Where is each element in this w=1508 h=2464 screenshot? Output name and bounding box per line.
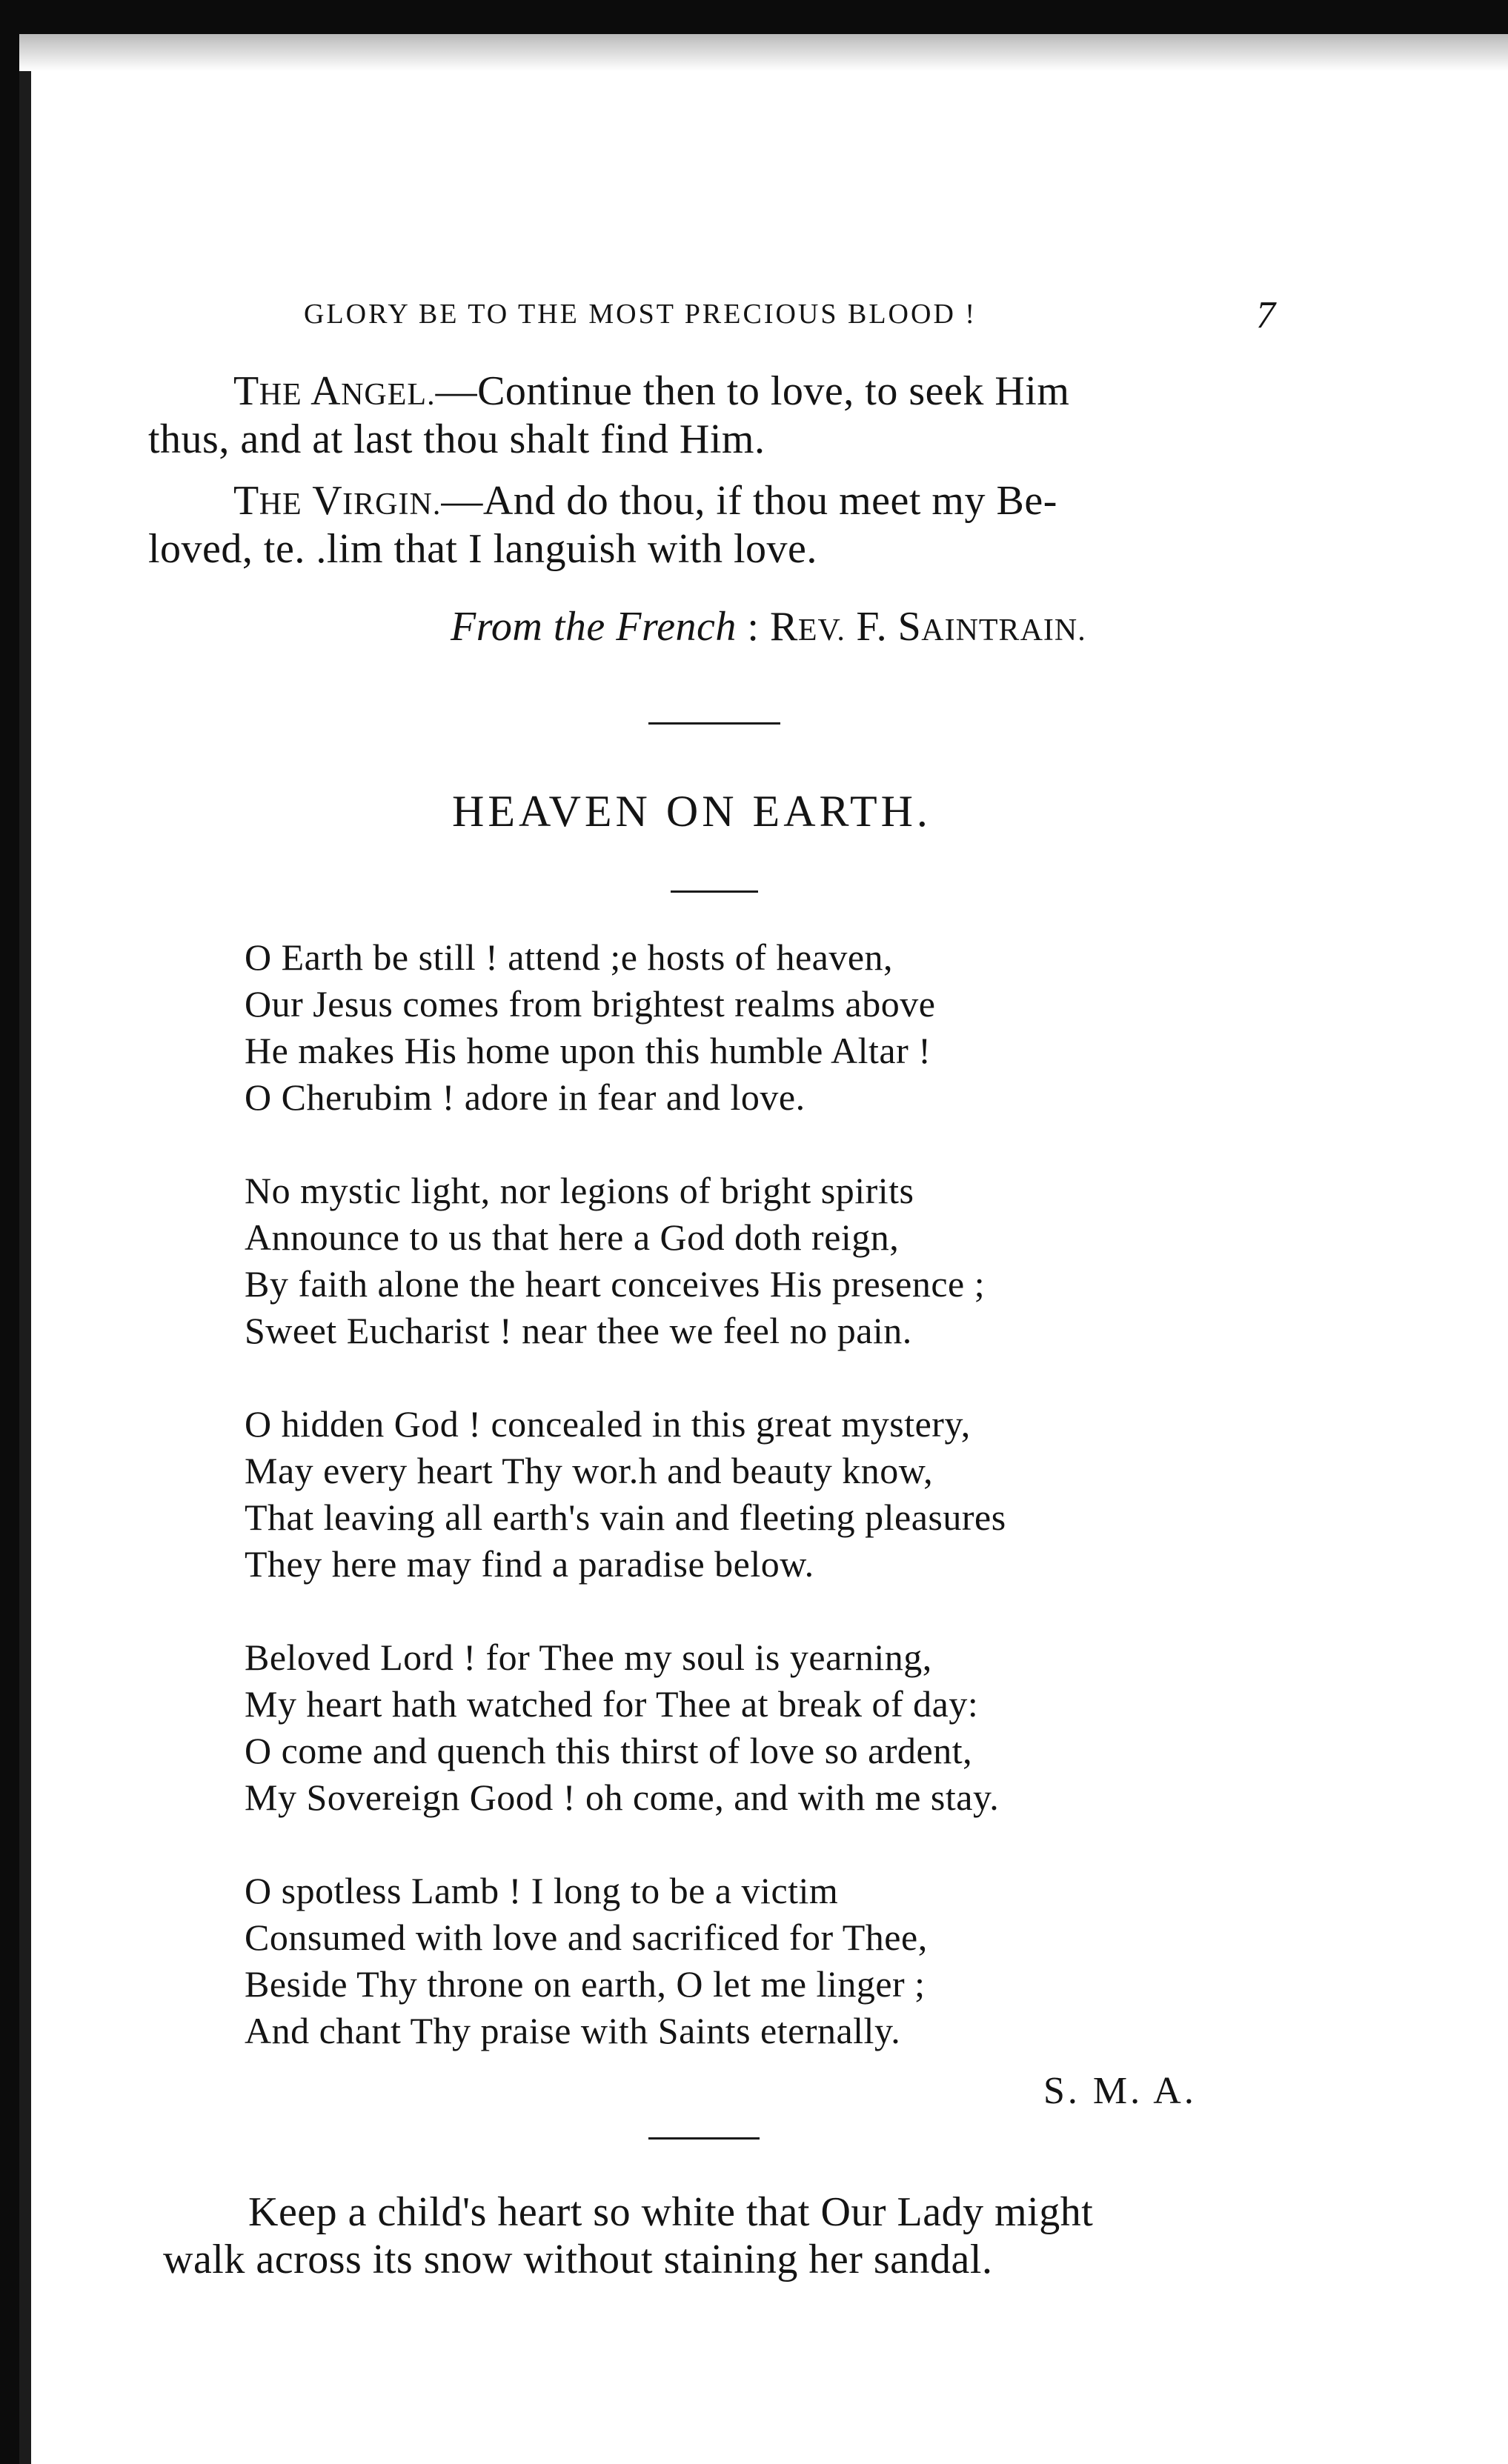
verse-line: By faith alone the heart conceives His presence ; — [245, 1263, 986, 1305]
closing-line-2: walk across its snow without staining her sandal. — [163, 2237, 993, 2282]
verse-line: Beloved Lord ! for Thee my soul is yearning, — [245, 1636, 932, 1678]
virgin-line-1: THE VIRGIN.—And do thou, if thou meet my Be- — [233, 478, 1057, 524]
verse-line: No mystic light, nor legions of bright spirits — [245, 1170, 914, 1211]
verse-line: He makes His home upon this humble Altar ! — [245, 1030, 931, 1071]
verse-line: Announce to us that here a God doth reign, — [245, 1216, 900, 1258]
verse-line: O spotless Lamb ! I long to be a victim — [245, 1870, 839, 1911]
angel-line-2: thus, and at last thou shalt find Him. — [148, 416, 765, 462]
verse-line: Beside Thy throne on earth, O let me linger ; — [245, 1963, 926, 2005]
poem-signature: S. M. A. — [1043, 2070, 1197, 2112]
verse-line: May every heart Thy wor.h and beauty know, — [245, 1450, 934, 1491]
section-divider-bottom — [648, 2137, 760, 2140]
verse-line: Our Jesus comes from brightest realms above — [245, 983, 936, 1025]
title-underline-rule — [671, 890, 758, 893]
scan-top-edge — [0, 0, 1508, 34]
poem-title: HEAVEN ON EARTH. — [452, 787, 931, 836]
verse-line: O Earth be still ! attend ;e hosts of heaven, — [245, 936, 894, 978]
angel-line-1: THE ANGEL.—Continue then to love, to seek Him — [233, 368, 1070, 414]
running-header: GLORY BE TO THE MOST PRECIOUS BLOOD ! — [304, 299, 977, 330]
verse-line: They here may find a paradise below. — [245, 1543, 814, 1585]
page-number: 7 — [1256, 294, 1275, 336]
virgin-line-2: loved, te. .lim that I languish with love. — [148, 526, 817, 572]
verse-line: O come and quench this thirst of love so ardent, — [245, 1730, 973, 1771]
verse-line: Consumed with love and sacrificed for Thee, — [245, 1917, 928, 1958]
verse-line: My heart hath watched for Thee at break of day: — [245, 1683, 979, 1725]
verse-line: Sweet Eucharist ! near thee we feel no pain. — [245, 1310, 912, 1351]
verse-line: O Cherubim ! adore in fear and love. — [245, 1076, 806, 1118]
verse-line: O hidden God ! concealed in this great mystery, — [245, 1403, 971, 1445]
scan-left-edge — [0, 0, 19, 2464]
verse-line: My Sovereign Good ! oh come, and with me stay. — [245, 1777, 1000, 1818]
section-divider-top — [648, 722, 780, 725]
verse-line: And chant Thy praise with Saints eternally. — [245, 2010, 901, 2051]
scan-left-shadow — [19, 71, 31, 2464]
scan-top-shadow — [0, 34, 1508, 71]
verse-line: That leaving all earth's vain and fleeting pleasures — [245, 1496, 1006, 1538]
closing-line-1: Keep a child's heart so white that Our Lady might — [248, 2189, 1094, 2235]
attribution: From the French : REV. F. SAINTRAIN. — [451, 604, 1086, 650]
